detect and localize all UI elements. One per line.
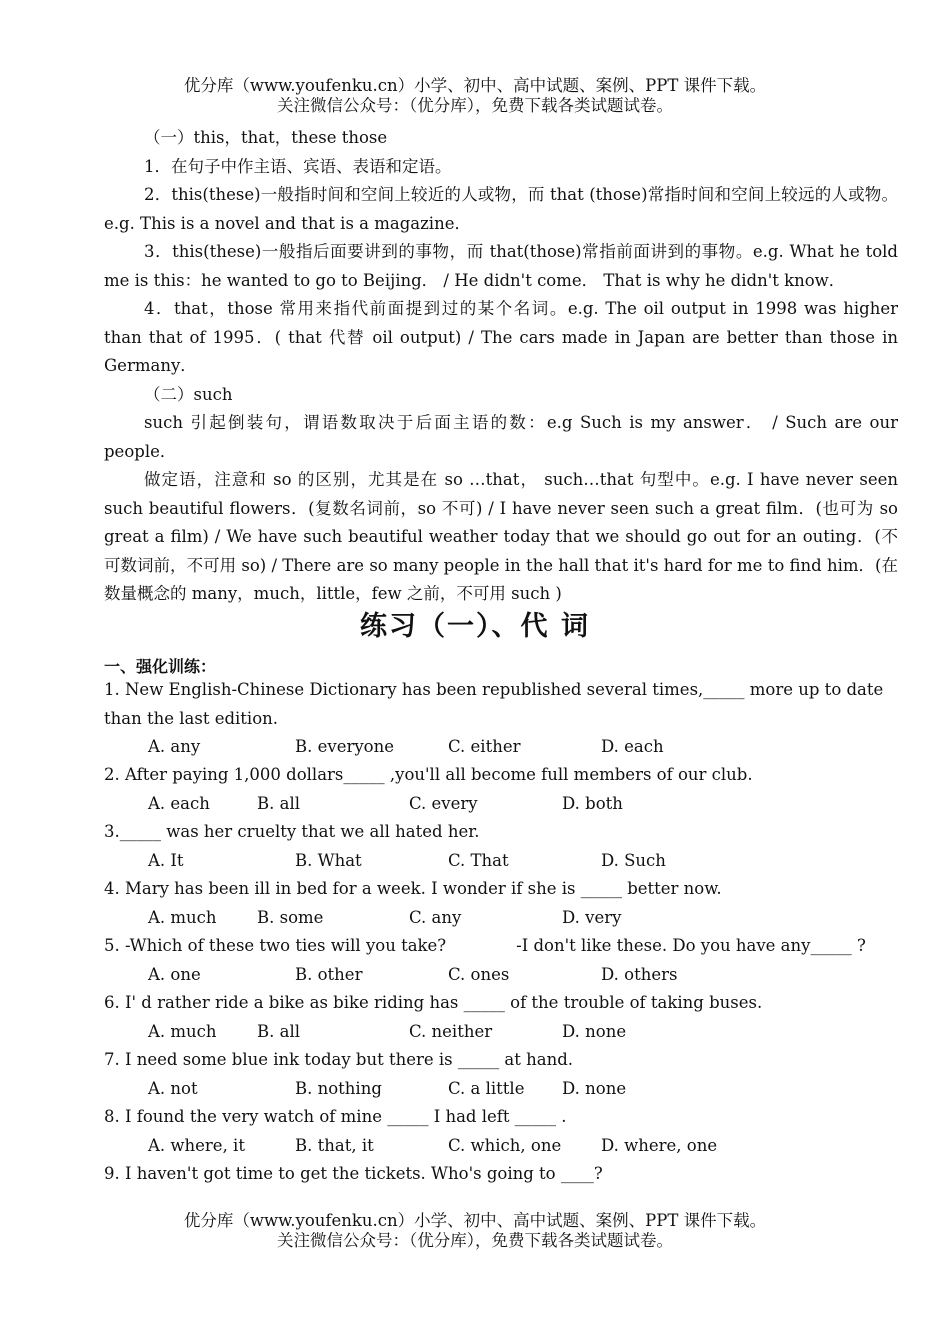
option-b: B. all bbox=[257, 1022, 301, 1041]
header-line-1: 优分库（www.youfenku.cn）小学、初中、高中试题、案例、PPT 课件下载。 bbox=[183, 76, 767, 95]
option-b: B. everyone bbox=[295, 737, 394, 756]
option-a: A. any bbox=[148, 737, 201, 756]
grammar-point-2: 2．this(these)一般指时间和空间上较近的人或物，而 that (those)常指时间和空间上较远的人或物。e.g. This is a novel and that is a magazine． bbox=[104, 185, 898, 233]
option-c: C. neither bbox=[409, 1022, 493, 1041]
footer-line-1: 优分库（www.youfenku.cn）小学、初中、高中试题、案例、PPT 课件下载。 bbox=[183, 1211, 767, 1230]
question-1: 1. New English-Chinese Dictionary has been republished several times,_____ more up to date than the last edition. bbox=[104, 680, 884, 728]
question-9: 9. I haven't got time to get the tickets. Who's going to ____? bbox=[104, 1164, 603, 1183]
question-5 bbox=[104, 932, 898, 961]
question-7: 7. I need some blue ink today but there is _____ at hand. bbox=[104, 1050, 574, 1069]
such-paragraph-2: 做定语，注意和 so 的区别，尤其是在 so …that， such…that 句型中。e.g. I have never seen such beautiful flowers．(复数名词前，so 不可) / I have never seen such a great film．(也可为 so great a film) / We have such beautiful weather today that we should go out for an outing．(不可数词前，不可用 so) / There are so many people in the hall that it's hard for me to find him．(在数量概念的 many，much，little，few 之前，不可用 such ) bbox=[104, 470, 898, 603]
option-b: B. other bbox=[295, 965, 363, 984]
grammar-point-4: 4．that，those 常用来指代前面提到过的某个名词。e.g. The oil output in 1998 was higher than that of 1995．( that 代替 oil output) / The cars made in Japan are better than those in Germany． bbox=[104, 299, 898, 375]
exercise-section-heading: 一、强化训练： bbox=[104, 657, 217, 676]
option-d: D. none bbox=[562, 1022, 627, 1041]
option-b: B. What bbox=[295, 851, 362, 870]
question-5-reply: -I don't like these. Do you have any_____ ? bbox=[516, 936, 866, 955]
option-c: C. a little bbox=[448, 1079, 525, 1098]
option-c: C. That bbox=[448, 851, 509, 870]
question-8: 8. I found the very watch of mine _____ I had left _____ . bbox=[104, 1107, 567, 1126]
option-a: A. It bbox=[148, 851, 184, 870]
question-2: 2. After paying 1,000 dollars_____ ,you'll all become full members of our club. bbox=[104, 765, 753, 784]
section-title-such: （二）such bbox=[144, 384, 233, 404]
question-6: 6. I' d rather ride a bike as bike riding has _____ of the trouble of taking buses. bbox=[104, 993, 763, 1012]
question-4: 4. Mary has been ill in bed for a week. I wonder if she is _____ better now. bbox=[104, 879, 722, 898]
section-title-this-that: （一）this，that，these those bbox=[144, 128, 388, 147]
grammar-point-3: 3．this(these)一般指后面要讲到的事物，而 that(those)常指前面讲到的事物。e.g. What he told me is this：he wanted to go to Beijing． / He didn't come． That is why he didn't know． bbox=[104, 242, 898, 290]
option-c: C. either bbox=[448, 737, 521, 756]
grammar-notes bbox=[104, 124, 898, 609]
option-d: D. none bbox=[562, 1079, 627, 1098]
option-a: A. not bbox=[148, 1079, 198, 1098]
question-3: 3._____ was her cruelty that we all hated her. bbox=[104, 822, 480, 841]
option-d: D. each bbox=[601, 737, 664, 756]
option-a: A. each bbox=[148, 794, 210, 813]
option-c: C. any bbox=[409, 908, 462, 927]
option-c: C. ones bbox=[448, 965, 510, 984]
such-paragraph-1: such 引起倒装句，谓语数取决于后面主语的数：e.g Such is my answer． / Such are our people． bbox=[104, 413, 898, 461]
header-line-2: 关注微信公众号：（优分库），免费下载各类试题试卷。 bbox=[277, 96, 673, 115]
option-d: D. Such bbox=[601, 851, 666, 870]
option-d: D. where, one bbox=[601, 1136, 718, 1155]
option-a: A. one bbox=[148, 965, 201, 984]
option-b: B. all bbox=[257, 794, 301, 813]
page-footer bbox=[0, 1211, 950, 1251]
footer-line-2: 关注微信公众号：（优分库），免费下载各类试题试卷。 bbox=[277, 1231, 673, 1250]
option-b: B. nothing bbox=[295, 1079, 382, 1098]
option-c: C. every bbox=[409, 794, 478, 813]
option-c: C. which, one bbox=[448, 1136, 562, 1155]
exercise-title: 练习（一）、代 词 bbox=[360, 611, 590, 642]
option-d: D. both bbox=[562, 794, 623, 813]
option-b: B. some bbox=[257, 908, 324, 927]
question-5-prompt: 5. -Which of these two ties will you take? bbox=[104, 936, 447, 955]
option-d: D. very bbox=[562, 908, 622, 927]
option-a: A. much bbox=[148, 1022, 217, 1041]
page-header bbox=[0, 76, 950, 116]
option-b: B. that, it bbox=[295, 1136, 374, 1155]
option-a: A. where, it bbox=[148, 1136, 245, 1155]
grammar-point-1: 1．在句子中作主语、宾语、表语和定语。 bbox=[144, 156, 452, 176]
option-a: A. much bbox=[148, 908, 217, 927]
option-d: D. others bbox=[601, 965, 678, 984]
